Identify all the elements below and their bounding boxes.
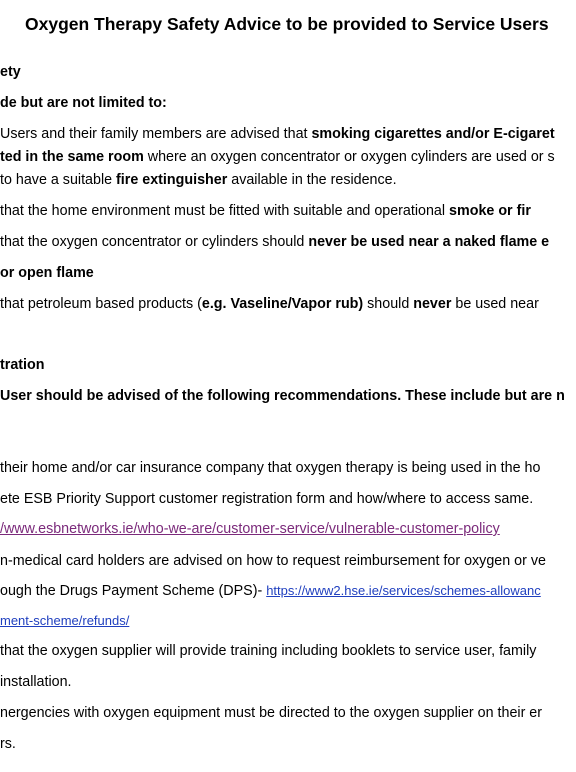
safety-item-smoking-cont: ted in the same room where an oxygen concentrator or oxygen cylinders are used or s: [0, 149, 555, 165]
registration-item-insurance: their home and/or car insurance company that oxygen therapy is being used in the ho: [0, 460, 541, 476]
registration-intro: User should be advised of the following recommendations. These include but are n: [0, 388, 565, 404]
dps-link-cont-row: [0, 612, 129, 630]
safety-item-smoking: Users and their family members are advised that smoking cigarettes and/or E-cigaret: [0, 126, 555, 142]
registration-item-training: that the oxygen supplier will provide training including booklets to service user, family: [0, 643, 537, 659]
safety-item-petroleum: that petroleum based products (e.g. Vaseline/Vapor rub) should never be used near: [0, 296, 539, 312]
registration-item-emergencies: nergencies with oxygen equipment must be directed to the oxygen supplier on their er: [0, 705, 543, 721]
safety-item-extinguisher: to have a suitable fire extinguisher available in the residence.: [0, 172, 397, 188]
registration-item-reimbursement: n-medical card holders are advised on how to request reimbursement for oxygen or ve: [0, 553, 546, 569]
section-heading-registration: tration: [0, 357, 45, 373]
registration-item-esb: ete ESB Priority Support customer registration form and how/where to access same.: [0, 491, 534, 507]
safety-intro: de but are not limited to:: [0, 95, 167, 111]
registration-item-training-cont: installation.: [0, 674, 72, 690]
safety-item-open-flame: or open flame: [0, 265, 94, 281]
page-title: Oxygen Therapy Safety Advice to be provided to Service Users: [25, 14, 549, 34]
registration-item-emergencies-cont: rs.: [0, 736, 16, 752]
dps-link[interactable]: https://www2.hse.ie/services/schemes-allowanc: [266, 583, 541, 598]
esb-policy-link[interactable]: /www.esbnetworks.ie/who-we-are/customer-service/vulnerable-customer-policy: [0, 521, 500, 537]
dps-link-cont[interactable]: ment-scheme/refunds/: [0, 613, 130, 628]
section-heading-safety: ety: [0, 64, 21, 80]
safety-item-smoke-alarm: that the home environment must be fitted with suitable and operational smoke or fir: [0, 203, 531, 219]
registration-item-dps: ough the Drugs Payment Scheme (DPS)- https://www2.hse.ie/services/schemes-allowanc: [0, 583, 541, 599]
safety-item-naked-flame: that the oxygen concentrator or cylinders should never be used near a naked flame e: [0, 234, 550, 250]
esb-policy-link-row: [0, 520, 500, 538]
